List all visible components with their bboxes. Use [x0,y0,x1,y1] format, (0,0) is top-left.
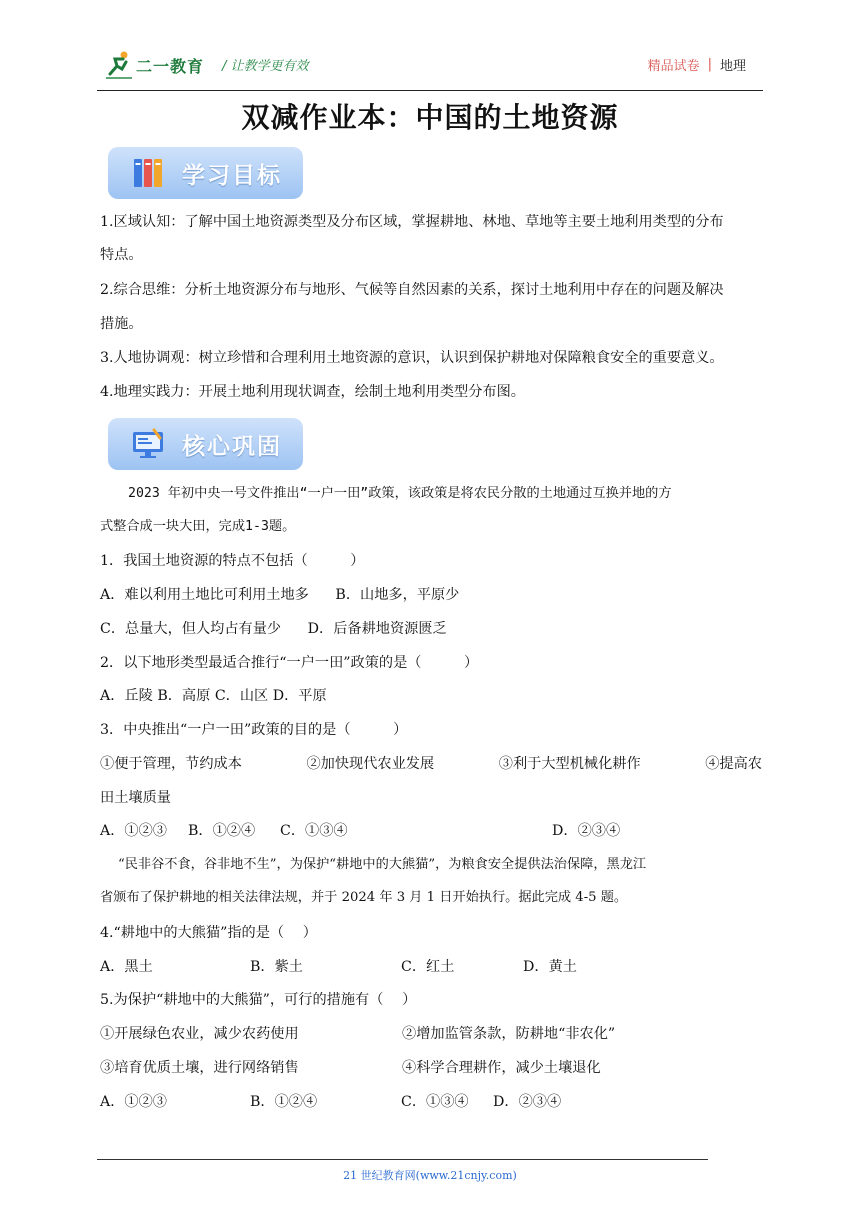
runner-logo-icon [104,50,134,80]
question-stem: 3．中央推出“一户一田”政策的目的是（ ） [100,722,408,738]
page-title: 双减作业本：中国的土地资源 [241,101,619,134]
objectives-banner [108,147,303,199]
passage-line: “民非谷不食，谷非地不生”，为保护“耕地中的大熊猫”，为粮食安全提供法治保障，黑龙江 [118,857,647,872]
question-stem: 1．我国土地资源的特点不包括（ ） [100,553,365,569]
option-c: C．红土 [401,959,455,975]
core-label: 核心巩固 [182,433,282,460]
choice-item: ③利于大型机械化耕作 [498,756,641,772]
option-a: A．①②③ [100,1094,167,1110]
objective-line: 3.人地协调观：树立珍惜和合理利用土地资源的意识，认识到保护耕地对保障粮食安全的重要意义。 [100,350,724,366]
header-divider [97,90,763,91]
choice-item: ③培育优质土壤，进行网络销售 [100,1060,299,1076]
footer-divider [97,1159,708,1160]
monitor-icon [128,424,168,464]
objective-line: 特点。 [100,247,143,263]
core-banner [108,418,303,470]
premium-tag: 精品试卷 [647,59,700,74]
option-a: A．黑土 [100,959,153,975]
choice-item-continued: 田土壤质量 [100,790,171,806]
option-b: B．紫土 [250,959,303,975]
books-icon [128,153,168,193]
option-d: D．②③④ [493,1094,562,1110]
choice-item: ①开展绿色农业，减少农药使用 [100,1026,299,1042]
passage-line: 省颁布了保护耕地的相关法律法规，并于 2024 年 3 月 1 日开始执行。据此完成 4-5 题。 [100,890,628,905]
slogan: / 让教学更有效 [222,59,309,74]
passage-line: 式整合成一块大田，完成1-3题。 [100,519,296,534]
choice-item: ④提高农 [705,756,762,772]
question-stem: 5.为保护“耕地中的大熊猫”，可行的措施有（ ） [100,992,417,1008]
question-stem: 2．以下地形类型最适合推行“一户一田”政策的是（ ） [100,655,479,671]
brand-logo [104,48,204,82]
objective-line: 2.综合思维：分析土地资源分布与地形、气候等自然因素的关系，探讨土地利用中存在的问题及解决 [100,282,724,298]
option-b: B．①②④ [250,1094,318,1110]
choice-item: ④科学合理耕作，减少土壤退化 [402,1060,601,1076]
objectives-label: 学习目标 [182,162,282,189]
option-row [100,585,770,605]
objective-line: 4.地理实践力：开展土地利用现状调查，绘制土地利用类型分布图。 [100,384,525,400]
option-a: A．①②③ [100,823,167,839]
objective-line: 1.区域认知：了解中国土地资源类型及分布区域，掌握耕地、林地、草地等主要土地利用类型的分布 [100,214,724,230]
option-d: D．黄土 [523,959,577,975]
choice-items [100,754,762,774]
question-stem: 4.“耕地中的大熊猫”指的是（ ） [100,925,317,941]
logo-text: 二一教育 [136,56,205,76]
choice-item: ②加快现代农业发展 [306,756,435,772]
footer-text[interactable]: 21 世纪教育网(www.21cnjy.com) [343,1169,517,1182]
header-tags [648,55,746,74]
option-c: C．①③④ [401,1094,469,1110]
header-separator: | [707,57,712,72]
passage-line: 2023 年初中央一号文件推出“一户一田”政策，该政策是将农民分散的土地通过互换并地的方 [128,486,672,501]
option-c: C．①③④ [280,823,348,839]
option-d: D．②③④ [552,823,621,839]
option-b: B．山地多，平原少 [335,587,460,603]
option-b: B．①②④ [188,823,256,839]
option-row [100,619,770,639]
option-row: A．丘陵 B．高原 C．山区 D．平原 [100,688,327,704]
option-d: D．后备耕地资源匮乏 [307,621,447,637]
choice-item: ①便于管理，节约成本 [100,756,242,772]
choice-item: ②增加监管条款，防耕地“非农化” [402,1026,616,1042]
subject-tag: 地理 [719,59,746,74]
option-c: C．总量大，但人均占有量少 [100,621,282,637]
option-a: A．难以利用土地比可利用土地多 [100,587,309,603]
objective-line: 措施。 [100,316,143,332]
